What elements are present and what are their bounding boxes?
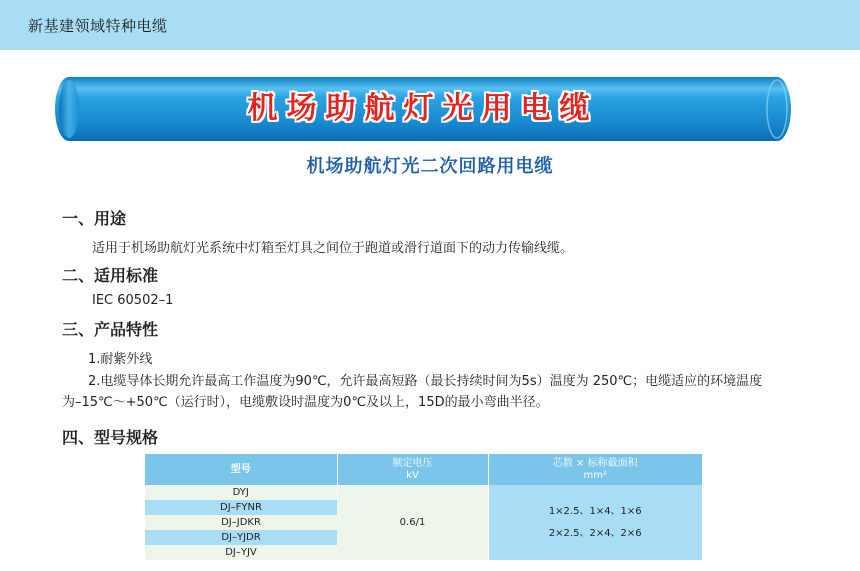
section-heading-usage: 一、用途 [62,209,127,228]
header-bar [0,0,860,50]
table-row [145,485,702,500]
standard-text: IEC 60502–1 [92,293,174,308]
model-cell: DJ–FYNR [145,500,337,515]
section-heading-features: 三、产品特性 [62,320,159,339]
section-heading-models: 四、型号规格 [62,428,159,447]
header-voltage: 额定电压 kV [337,454,488,485]
model-cell: DYJ [145,485,337,500]
feature-item-2-line2: 为–15℃～+50℃（运行时），电缆敷设时温度为0℃及以上，15D的最小弯曲半径。 [62,395,549,410]
usage-text: 适用于机场助航灯光系统中灯箱至灯具之间位于跑道或滑行道面下的动力传输线缆。 [92,241,574,256]
product-subtitle: 机场助航灯光二次回路用电缆 [306,156,554,177]
model-cell: DJ–YJV [145,545,337,560]
spec-table [145,454,702,560]
header-title: 新基建领域特种电缆 [28,17,168,35]
banner-title: 机场助航灯光用电缆 [247,91,599,126]
table-header-row [145,454,702,485]
sizes-line-1: 1×2.5、1×4、1×6 [548,505,642,517]
feature-item-2-line1: 2.电缆导体长期允许最高工作温度为90℃，允许最高短路（最长持续时间为5s）温度为 250℃；电缆适应的环境温度 [88,374,763,389]
header-cores: 芯数 × 标称截面积 mm² [488,454,702,485]
section-heading-standard: 二、适用标准 [62,266,159,285]
sizes-cell [488,485,702,560]
header-model: 型号 [145,454,337,485]
title-banner [55,77,791,141]
voltage-cell: 0.6/1 [337,485,488,560]
sizes-line-2: 2×2.5、2×4、2×6 [548,527,642,539]
model-cell: DJ–JDKR [145,515,337,530]
model-cell: DJ–YJDR [145,530,337,545]
feature-item-1: 1.耐紫外线 [88,352,153,367]
